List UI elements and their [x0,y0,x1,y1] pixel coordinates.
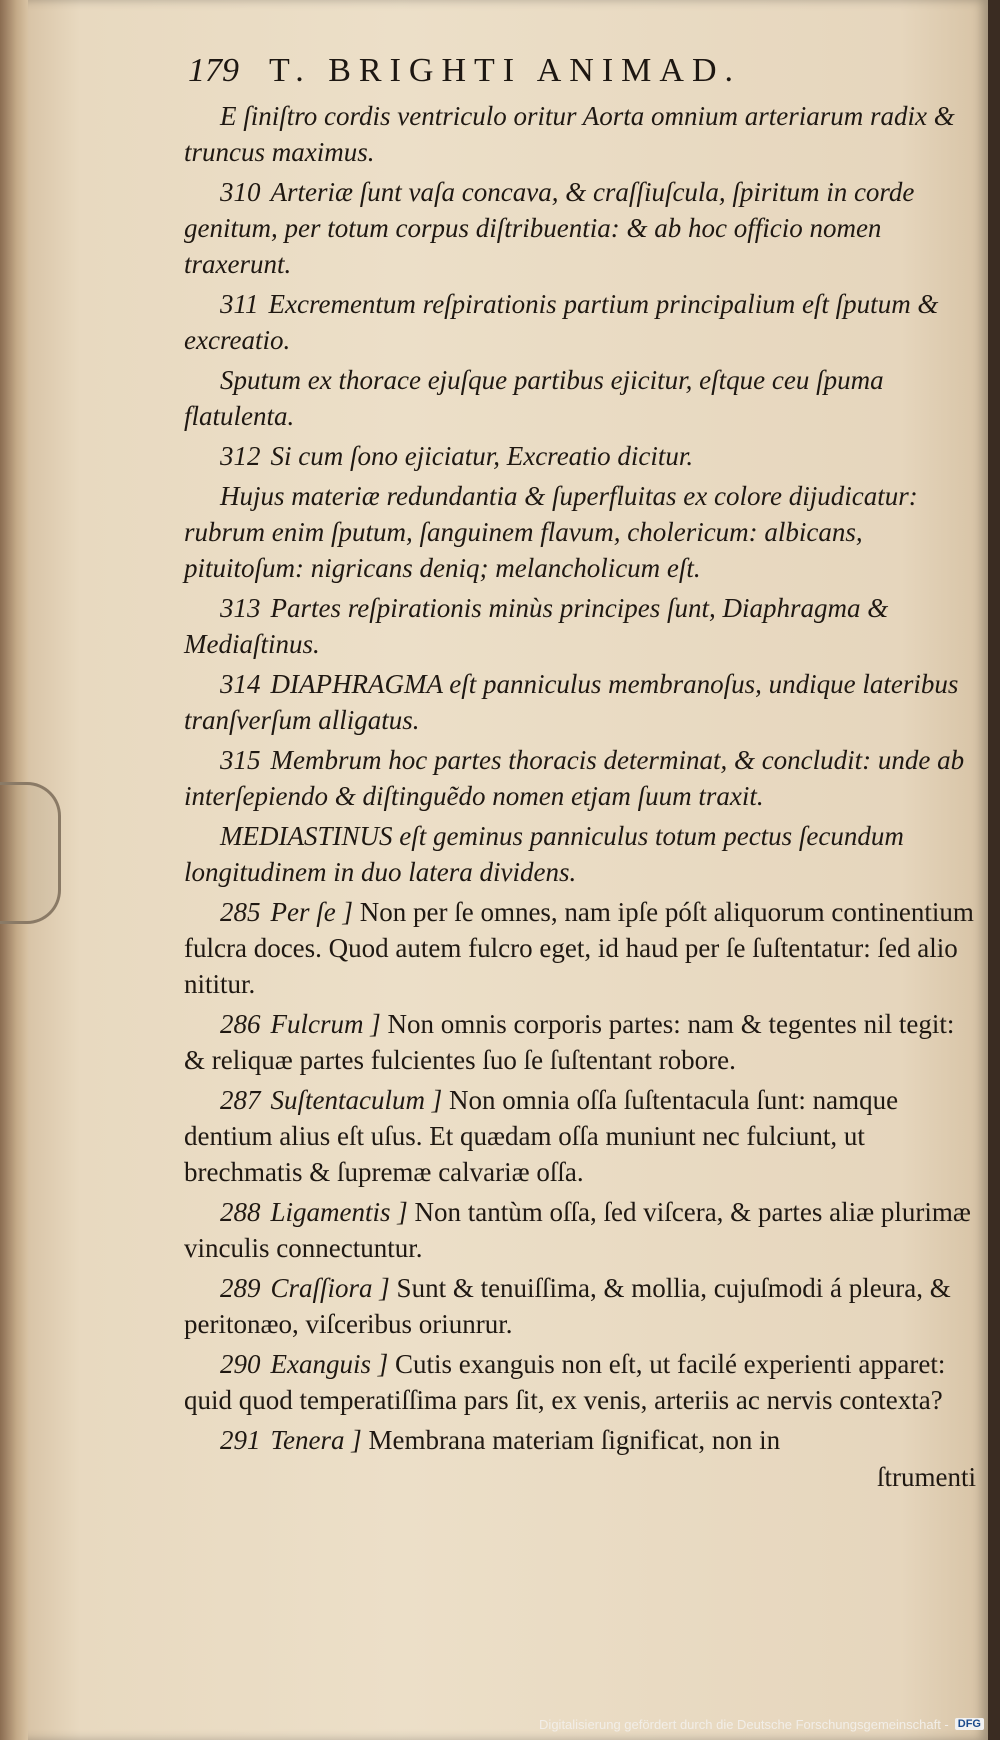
lemma: Per ſe ] [270,897,353,927]
lemma: Ligamentis ] [270,1197,408,1227]
paragraph [184,478,976,586]
catchword: ſtrumenti [877,1462,976,1492]
paragraph-text: DIAPHRAGMA eſt panniculus membranoſus, undique lateribus tranſverſum alligatus. [184,669,959,735]
section-number: 291 [220,1425,261,1455]
paragraph-text: Arteriæ ſunt vaſa concava, & craſſiuſcula, ſpiritum in corde genitum, per totum corpus diſtribuentia: & ab hoc officio nomen traxerunt. [184,177,915,279]
paragraph-text: MEDIASTINUS eſt geminus panniculus totum pectus ſecundum longitudinem in duo latera dividens. [184,821,904,887]
paragraph [184,894,976,1002]
page-clip [0,782,61,924]
paragraph [184,174,976,282]
paragraph-text: Sunt & tenuiſſima, & mollia, cujuſmodi á pleura, & peritonæo, viſceribus oriunrur. [184,1273,951,1339]
paragraph [184,1194,976,1266]
paragraph-text: Hujus materiæ redundantia & ſuperfluitas ex colore dijudicatur: rubrum enim ſputum, ſanguinem flavum, cholericum: albicans, pituitoſum: nigricans deniq; melancholicum eſt. [184,481,918,583]
paragraph-text: Non omnia oſſa ſuſtentacula ſunt: namque dentium alius eſt uſus. Et quædam oſſa muniunt nec fulciunt, ut brechmatis & ſupremæ calvariæ oſſa. [184,1085,899,1187]
running-head: T. BRIGHTI ANIMAD. [269,52,742,89]
paragraph-text: Non omnis corporis partes: nam & tegentes nil tegit: & reliquæ partes fulcientes ſuo ſe ſuſtentant robore. [184,1009,955,1075]
section-number: 315 [220,745,261,775]
lemma: Fulcrum ] [270,1009,381,1039]
section-number: 288 [220,1197,261,1227]
paragraph-text: Membrana materiam ſignificat, non in [368,1425,781,1455]
paragraph [184,1006,976,1078]
page-header [188,52,958,96]
paragraph [184,98,976,170]
section-number: 313 [220,593,261,623]
paragraph [184,666,976,738]
paragraph [184,1346,976,1418]
paragraph-text: Si cum ſono ejiciatur, Excreatio dicitur. [270,441,694,471]
paragraph-text: E ſiniſtro cordis ventriculo oritur Aorta omnium arteriarum radix & truncus maximus. [184,101,955,167]
section-number: 287 [220,1085,261,1115]
paragraph-text: Sputum ex thorace ejuſque partibus ejicitur, eſtque ceu ſpuma flatulenta. [184,365,884,431]
paragraph [184,742,976,814]
paragraph [184,1270,976,1342]
section-number: 312 [220,441,261,471]
paragraph-text: Membrum hoc partes thoracis determinat, & concludit: unde ab interſepiendo & diſtinguẽdo nomen etjam ſuum traxit. [184,745,965,811]
lemma: Suſtentaculum ] [270,1085,443,1115]
paragraph [184,286,976,358]
paragraph [184,818,976,890]
paragraph-text: Excrementum reſpirationis partium principalium eſt ſputum & excreatio. [184,289,939,355]
lemma: Craſſiora ] [270,1273,390,1303]
section-number: 310 [220,177,261,207]
funding-credit: Digitalisierung gefördert durch die Deutsche Forschungsgemeinschaft - [539,1716,949,1732]
body-text [184,98,976,1493]
lemma: Exanguis ] [270,1349,389,1379]
section-number: 314 [220,669,261,699]
paragraph [184,590,976,662]
folio-number: 179 [188,52,239,89]
section-number: 311 [220,289,259,319]
section-number: 285 [220,897,261,927]
section-number: 289 [220,1273,261,1303]
paragraph [184,438,976,474]
section-number: 290 [220,1349,261,1379]
digitization-footer [539,1714,984,1734]
paragraph [184,1422,976,1458]
paragraph [184,1082,976,1190]
paragraph-text: Cutis exanguis non eſt, ut facilé experienti apparet: quid quod temperatiſſima pars ſit, ex venis, arteriis ac nervis contexta? [184,1349,946,1415]
paragraph-text: Non tantùm oſſa, ſed viſcera, & partes aliæ plurimæ vinculis connectuntur. [184,1197,971,1263]
paragraph [184,362,976,434]
dfg-logo: DFG [955,1718,984,1730]
section-number: 286 [220,1009,261,1039]
paragraph-text: Non per ſe omnes, nam ipſe póſt aliquorum continentium fulcra doces. Quod autem fulcro eget, id haud per ſe ſuſtentatur: ſed alio nititur. [184,897,974,999]
lemma: Tenera ] [270,1425,362,1455]
paragraph-text: Partes reſpirationis minùs principes ſunt, Diaphragma & Mediaſtinus. [184,593,889,659]
